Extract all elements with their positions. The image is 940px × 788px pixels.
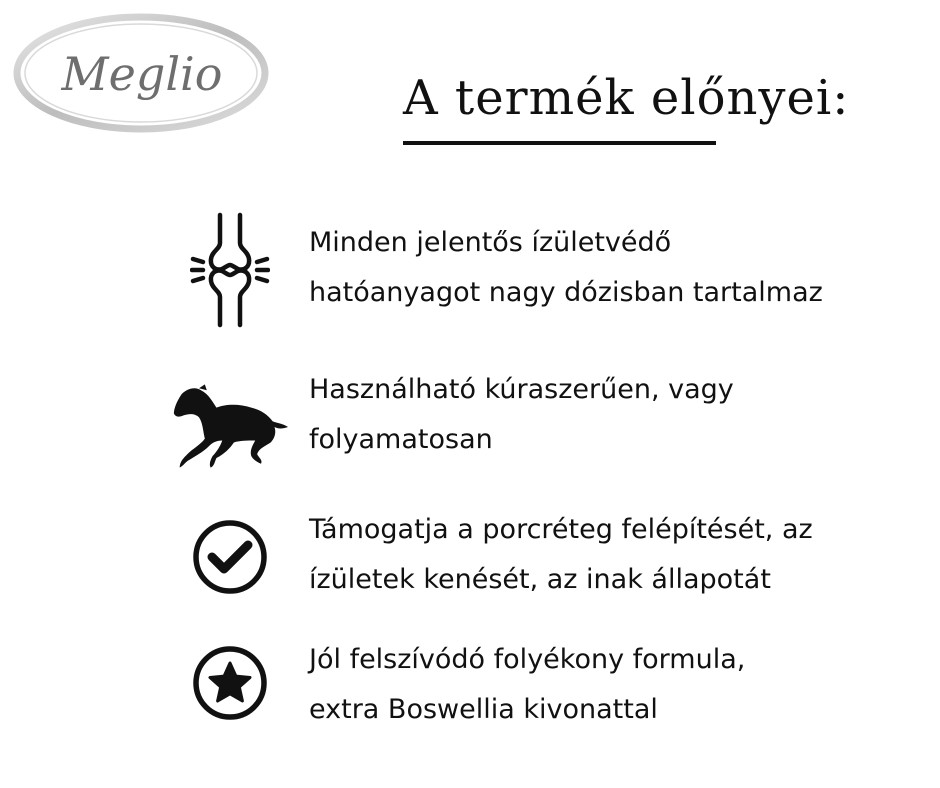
benefit-line-1: Használható kúraszerűen, vagy xyxy=(309,374,734,405)
page-title: A termék előnyei: xyxy=(403,70,850,126)
benefit-text xyxy=(309,218,909,318)
logo-emblem xyxy=(12,12,270,134)
benefit-text xyxy=(309,505,909,605)
benefit-line-2: hatóanyagot nagy dózisban tartalmaz xyxy=(309,277,823,308)
check-circle-icon xyxy=(170,515,290,599)
benefit-line-2: folyamatosan xyxy=(309,424,493,455)
benefit-line-2: ízületek kenését, az inak állapotát xyxy=(309,564,771,595)
brand-logo xyxy=(12,12,270,134)
horse-icon xyxy=(170,382,290,472)
star-circle-icon xyxy=(170,641,290,725)
benefit-line-2: extra Boswellia kivonattal xyxy=(309,694,658,725)
benefit-line-1: Minden jelentős ízületvédő xyxy=(309,227,672,258)
joint-icon xyxy=(170,207,290,331)
benefit-text xyxy=(309,365,909,465)
benefit-text xyxy=(309,635,909,735)
logo-text: Meglio xyxy=(61,47,223,101)
benefit-line-1: Támogatja a porcréteg felépítését, az xyxy=(309,514,813,545)
benefit-line-1: Jól felszívódó folyékony formula, xyxy=(309,644,746,675)
title-underline xyxy=(403,141,716,145)
